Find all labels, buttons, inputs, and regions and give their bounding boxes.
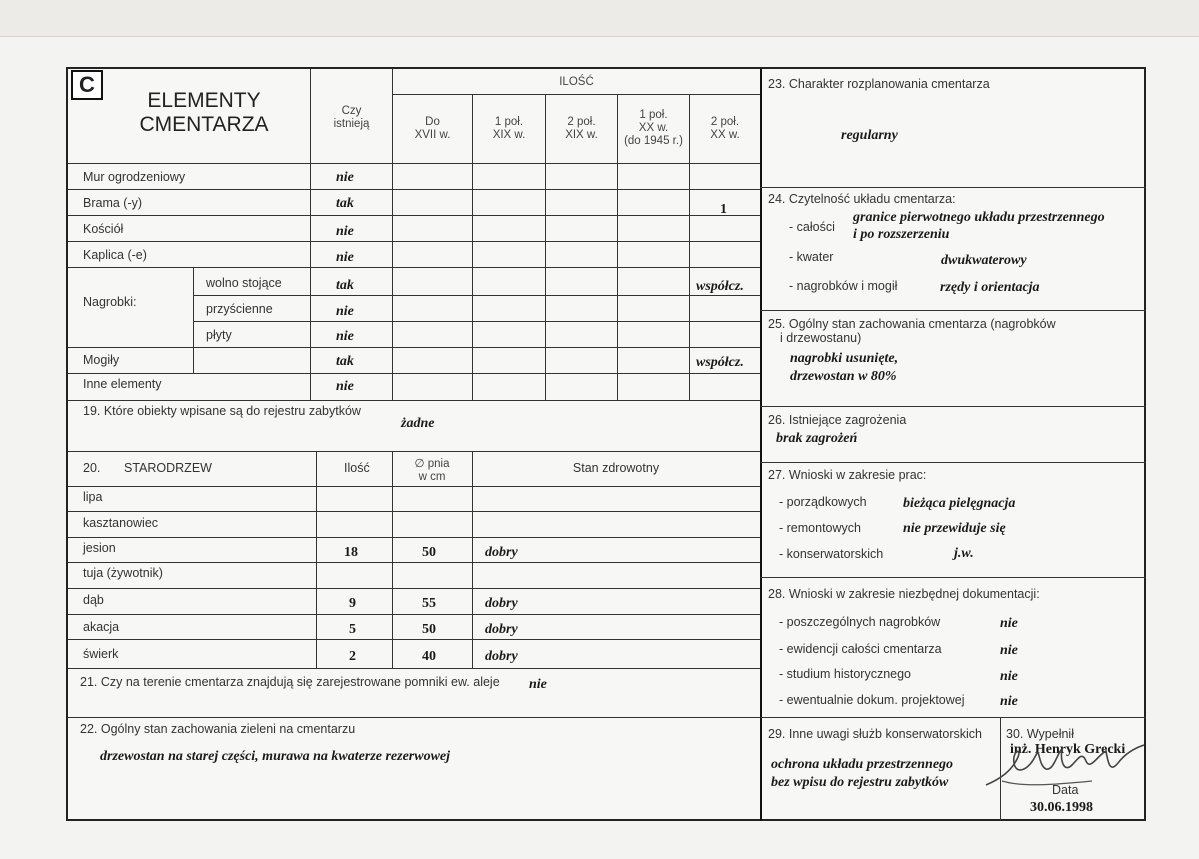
period-header-line: 1 poł.: [494, 116, 524, 128]
tree-diameter: 50: [422, 545, 436, 560]
period-header: [690, 116, 760, 142]
divider: [68, 163, 760, 164]
q30-label: 30. Wypełnił: [1006, 727, 1074, 741]
filled-by-name: inż. Henryk Grecki: [1010, 742, 1126, 757]
divider: [68, 267, 760, 268]
q26-value: brak zagrożeń: [776, 431, 858, 446]
element-quantity: współcz.: [696, 279, 744, 294]
period-header-line: XX w.: [710, 129, 740, 141]
form-sheet: [66, 67, 1146, 821]
tree-name: akacja: [83, 620, 120, 634]
q23-label: 23. Charakter rozplanowania cmentarza: [768, 77, 990, 91]
q29-label: 29. Inne uwagi służb konserwatorskich: [768, 727, 983, 741]
q20-label: STARODRZEW: [124, 461, 212, 475]
q27-item-label: - porządkowych: [779, 495, 867, 509]
exists-header: [311, 105, 392, 131]
element-name: Brama (-y): [83, 196, 143, 210]
exists-header-line-2: istnieją: [333, 118, 370, 130]
divider: [68, 241, 760, 242]
q22-label: 22. Ogólny stan zachowania zieleni na cmentarzu: [80, 722, 356, 736]
q22-value: drzewostan na starej części, murawa na kwaterze rezerwowej: [100, 749, 451, 764]
q20-health-header: Stan zdrowotny: [572, 461, 660, 475]
q24-whole-label: - całości: [789, 220, 835, 234]
element-name: Kościół: [83, 222, 124, 236]
divider: [760, 717, 1146, 718]
tree-name: tuja (żywotnik): [83, 566, 163, 580]
element-exists: nie: [336, 379, 354, 394]
q27-item-value: bieżąca pielęgnacja: [903, 496, 1016, 511]
divider: [68, 347, 760, 348]
q25-label-line-2: i drzewostanu): [780, 331, 862, 345]
tree-name: kasztanowiec: [83, 516, 159, 530]
q28-item-label: - ewidencji całości cmentarza: [779, 642, 942, 656]
divider: [68, 451, 760, 452]
divider: [68, 189, 760, 190]
element-exists: nie: [336, 250, 354, 265]
date-label: Data: [1052, 783, 1079, 797]
q24-graves-label: - nagrobków i mogił: [789, 279, 898, 293]
q19-value: żadne: [401, 416, 435, 431]
element-exists: nie: [336, 304, 354, 319]
divider: [193, 267, 194, 373]
q28-item-label: - poszczególnych nagrobków: [779, 615, 941, 629]
tree-count: 5: [349, 622, 356, 637]
element-name: wolno stojące: [206, 276, 282, 290]
q21-value: nie: [529, 677, 547, 692]
q25-value-line-2: drzewostan w 80%: [790, 369, 897, 384]
elements-title: [106, 89, 302, 137]
period-header-line: 2 poł.: [567, 116, 596, 128]
q24-whole-value-line-1: granice pierwotnego układu przestrzennego: [853, 210, 1105, 225]
q28-item-value: nie: [1000, 669, 1018, 684]
quantity-header: ILOŚĆ: [559, 76, 594, 88]
element-exists: tak: [336, 196, 354, 211]
divider: [760, 310, 1146, 311]
period-header: [393, 116, 472, 142]
period-header: [618, 109, 689, 148]
tree-name: lipa: [83, 490, 103, 504]
q20-number: 20.: [83, 461, 101, 475]
element-exists: nie: [336, 224, 354, 239]
tree-count: 2: [349, 649, 356, 664]
divider: [68, 373, 760, 374]
period-header-line: XIX w.: [565, 129, 598, 141]
element-quantity: 1: [720, 202, 727, 217]
divider: [760, 577, 1146, 578]
divider: [68, 717, 760, 718]
element-name: przyścienne: [206, 302, 273, 316]
q28-item-label: - studium historycznego: [779, 667, 912, 681]
period-header: [473, 116, 545, 142]
element-name: Kaplica (-e): [83, 248, 147, 262]
q28-label: 28. Wnioski w zakresie niezbędnej dokumentacji:: [768, 587, 1040, 601]
q27-item-label: - remontowych: [779, 521, 861, 535]
element-exists: nie: [336, 329, 354, 344]
tree-name: świerk: [83, 647, 119, 661]
divider: [68, 486, 760, 487]
q20-diameter-header: [392, 458, 472, 484]
column-divider: [760, 69, 762, 821]
divider: [193, 295, 760, 296]
q28-item-value: nie: [1000, 616, 1018, 631]
tree-health: dobry: [485, 622, 518, 637]
q20-diameter-header-line-2: w cm: [418, 471, 446, 483]
q27-item-value: j.w.: [954, 546, 974, 561]
divider: [68, 215, 760, 216]
divider: [68, 614, 760, 615]
divider: [68, 668, 760, 669]
elements-title-line-2: CMENTARZA: [139, 113, 269, 136]
tree-count: 9: [349, 596, 356, 611]
element-name: płyty: [206, 328, 232, 342]
q24-quarters-value: dwukwaterowy: [941, 253, 1027, 268]
divider: [760, 406, 1146, 407]
period-header-line: 1 poł.: [639, 109, 668, 121]
element-quantity: współcz.: [696, 355, 744, 370]
tree-health: dobry: [485, 545, 518, 560]
signature: [982, 741, 1148, 793]
divider: [68, 511, 760, 512]
element-name: Inne elementy: [83, 377, 162, 391]
q25-label-line-1: 25. Ogólny stan zachowania cmentarza (nagrobków: [768, 317, 1056, 331]
element-name: Mur ogrodzeniowy: [83, 170, 186, 184]
q27-label: 27. Wnioski w zakresie prac:: [768, 468, 927, 482]
period-header-line: XIX w.: [492, 129, 526, 141]
divider: [68, 639, 760, 640]
tree-name: jesion: [83, 541, 116, 555]
q26-label: 26. Istniejące zagrożenia: [768, 413, 907, 427]
q25-value-line-1: nagrobki usunięte,: [790, 351, 899, 366]
exists-header-line-1: Czy: [341, 105, 362, 117]
tree-count: 18: [344, 545, 358, 560]
period-header-line: XX w.: [638, 122, 669, 134]
q20-diameter-header-line-1: ∅ pnia: [414, 458, 450, 470]
tree-diameter: 55: [422, 596, 436, 611]
divider: [68, 537, 760, 538]
q20-count-header: Ilość: [344, 461, 370, 475]
tree-diameter: 50: [422, 622, 436, 637]
divider: [68, 400, 760, 401]
divider: [68, 562, 760, 563]
divider: [472, 451, 473, 668]
period-header-line: (do 1945 r.): [624, 135, 683, 147]
q24-label: 24. Czytelność układu cmentarza:: [768, 192, 956, 206]
divider: [760, 187, 1146, 188]
q27-item-label: - konserwatorskich: [779, 547, 884, 561]
period-header: [546, 116, 617, 142]
q28-item-value: nie: [1000, 643, 1018, 658]
q24-quarters-label: - kwater: [789, 250, 834, 264]
scan-top-strip: [0, 0, 1199, 37]
divider: [68, 588, 760, 589]
q23-value: regularny: [841, 128, 898, 143]
q24-whole-value-line-2: i po rozszerzeniu: [853, 227, 950, 242]
q21-label: 21. Czy na terenie cmentarza znajdują się zarejestrowane pomniki ew. aleje: [80, 675, 500, 689]
divider: [316, 451, 317, 668]
tree-name: dąb: [83, 593, 104, 607]
q28-item-label: - ewentualnie dokum. projektowej: [779, 693, 965, 707]
period-header-line: XVII w.: [414, 129, 451, 141]
element-exists: nie: [336, 170, 354, 185]
q29-value-line-1: ochrona układu przestrzennego: [771, 757, 954, 772]
nagrobki-label: Nagrobki:: [83, 295, 137, 309]
divider: [392, 94, 760, 95]
element-name: Mogiły: [83, 353, 120, 367]
element-exists: tak: [336, 354, 354, 369]
q28-item-value: nie: [1000, 694, 1018, 709]
section-letter-box: C: [71, 70, 103, 100]
elements-title-line-1: ELEMENTY: [147, 89, 261, 112]
divider: [760, 462, 1146, 463]
q19-label: 19. Które obiekty wpisane są do rejestru zabytków: [83, 404, 361, 418]
q27-item-value: nie przewiduje się: [903, 521, 1006, 536]
tree-health: dobry: [485, 649, 518, 664]
q24-graves-value: rzędy i orientacja: [940, 280, 1040, 295]
divider: [193, 321, 760, 322]
tree-health: dobry: [485, 596, 518, 611]
element-exists: tak: [336, 278, 354, 293]
period-header-line: Do: [425, 116, 440, 128]
tree-diameter: 40: [422, 649, 436, 664]
period-header-line: 2 poł.: [710, 116, 740, 128]
date-value: 30.06.1998: [1030, 800, 1093, 815]
q29-value-line-2: bez wpisu do rejestru zabytków: [771, 775, 949, 790]
